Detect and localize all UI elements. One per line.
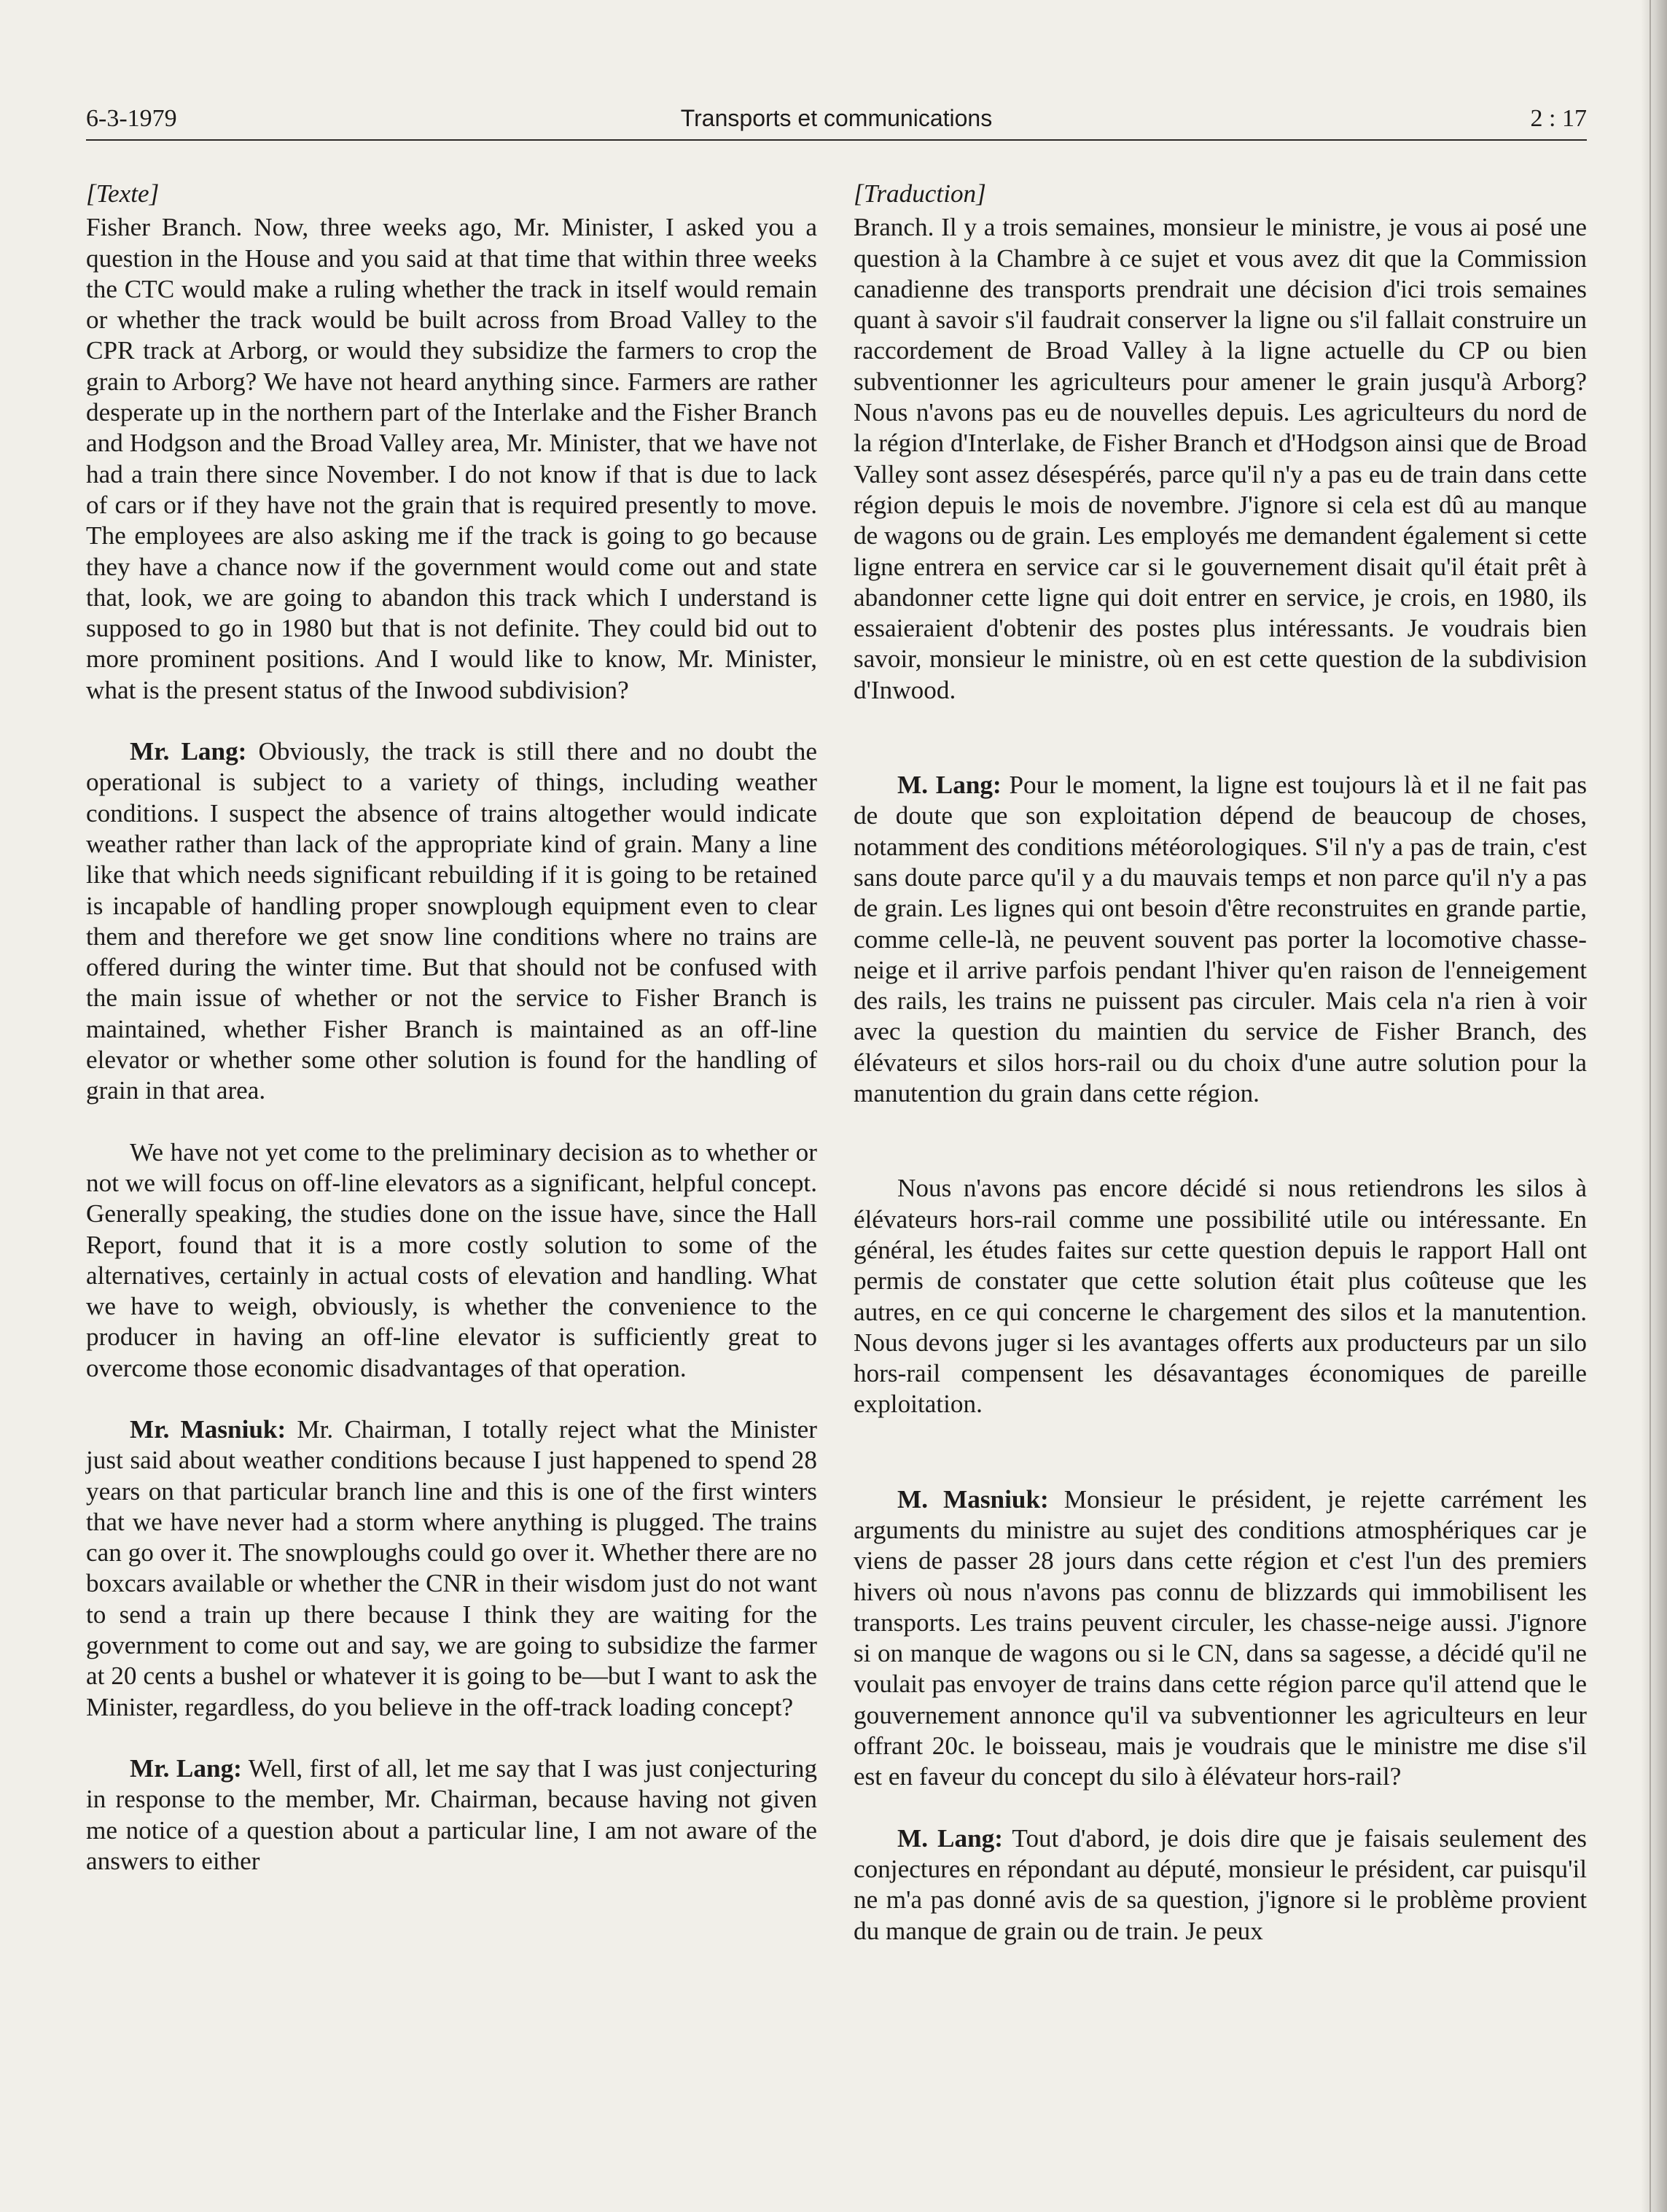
paragraph-text: Fisher Branch. Now, three weeks ago, Mr. Minister, I asked you a question in the House and you said at that time that within three weeks the CTC would make a ruling whether the track in itself would remain or whether the track would be built across from Broad Valley to the CPR track at Arborg, or would they subsidize the farmers to crop the grain to Arborg? We have not heard anything since. Farmers are rather desperate up in the northern part of the Interlake and the Fisher Branch and Hodgson and the Broad Valley area, Mr. Minister, that we have not had a train there since November. I do not know if that is due to lack of cars or if they have not the grain that is required presently to move. The employees are also asking me if the track is going to go because they have a chance now if the government would come out and state that, look, we are going to abandon this track which I understand is supposed to go in 1980 but that is not definite. They could bid out to more prominent positions. And I would like to know, Mr. Minister, what is the present status of the Inwood subdivision? [86,213,817,704]
paragraph-text: Branch. Il y a trois semaines, monsieur le ministre, je vous ai posé une question à la Chambre à ce sujet et vous avez dit que la Commission canadienne des transports prendrait une décision d'ici trois semaines quant à savoir s'il faudrait conserver la ligne ou s'il fallait construire un raccordement de Broad Valley à la ligne actuelle du CP ou bien subventionner les agriculteurs pour amener le grain jusqu'à Arborg? Nous n'avons pas eu de nouvelles depuis. Les agriculteurs du nord de la région d'Interlake, de Fisher Branch et d'Hodgson ainsi que de Broad Valley sont assez désespérés, parce qu'il n'y a pas eu de train dans cette région depuis le mois de novembre. J'ignore si cela est dû au manque de wagons ou de grain. Les employés me demandent également si cette ligne entrera en service car si le gouvernement disait qu'il était prêt à abandonner cette ligne qui doit entrer en service, je crois, en 1980, ils essaieraient d'obtenir des postes plus intéressants. Je voudrais bien savoir, monsieur le ministre, où en est cette question de la subdivision d'Inwood. [854,213,1587,704]
paragraph-text: Obviously, the track is still there and no doubt the operational is subject to a variety of things, including weather conditions. I suspect the absence of trains altogether would indicate weather rather than lack of the appropriate kind of grain. Many a line like that which needs significant rebuilding if it is going to be retained is incapable of handling proper snowplough equipment even to clear them and therefore we get snow line conditions where no trains are offered during the winter time. But that should not be confused with the main issue of whether or not the service to Fisher Branch is maintained, whether Fisher Branch is maintained as an off-line elevator or whether some other solution is found for the handling of grain in that area. [86,737,817,1105]
paragraph [854,1823,1587,1947]
paragraph [854,1173,1587,1420]
paragraph [86,1137,817,1384]
speaker-name: M. Masniuk: [897,1484,1049,1514]
paragraph [86,1753,817,1877]
page-edge-line [1650,0,1651,2212]
page-edge-shadow [1641,0,1667,2212]
paragraph [86,1414,817,1723]
speaker-name: Mr. Lang: [130,737,247,766]
paragraph-text: We have not yet come to the preliminary decision as to whether or not we will focus on off-line elevators as a significant, helpful concept. Generally speaking, the studies done on the issue have, since the Hall Report, found that it is a more costly solution to some of the alternatives, certainly in actual costs of elevation and handling. What we have to weigh, obviously, is whether the convenience to the producer in having an off-line elevator is sufficiently great to overcome those economic disadvantages of that operation. [86,1137,817,1382]
column-label: [Texte] [86,179,160,208]
column-label: [Traduction] [854,179,986,208]
running-header [86,101,1587,139]
french-column [854,179,1587,1947]
header-date: 6-3-1979 [86,105,177,132]
speaker-name: Mr. Masniuk: [130,1414,286,1444]
paragraph-text: Mr. Chairman, I totally reject what the Minister just said about weather conditions because I just happened to spend 28 years on that particular branch line and this is one of the first winters that we have never had a storm where anything is plugged. The trains can go over it. The snowploughs could go over it. Whether there are no boxcars available or whether the CNR in their wisdom just do not want to send a train up there because I think they are waiting for the government to come out and say, we are going to subsidize the farmer at 20 cents a bushel or whatever it is going to be—but I want to ask the Minister, regardless, do you believe in the off-track loading concept? [86,1414,817,1721]
paragraph-text: Pour le moment, la ligne est toujours là et il ne fait pas de doute que son exploitation dépend de beaucoup de choses, notamment des conditions météorologiques. S'il n'y a pas de train, c'est sans doute parce qu'il y a du mauvais temps et non parce qu'il n'y a pas de grain. Les lignes qui ont besoin d'être reconstruites en grande partie, comme celle-là, ne peuvent souvent pas porter la locomotive chasse-neige et il arrive parfois pendant l'hiver qu'en raison de l'enneigement des rails, les trains ne puissent pas circuler. Mais cela n'a rien à voir avec la question du maintien du service de Fisher Branch, des élévateurs et silos hors-rail ou du choix d'une autre solution pour la manutention du grain dans cette région. [854,771,1588,1108]
paragraph [86,212,817,706]
header-title: Transports et communications [680,105,993,131]
paragraph [854,1484,1587,1793]
paragraph-text: Well, first of all, let me say that I was just conjecturing in response to the member, Mr. Chairman, because having not given me notice of a question about a particular line, I am not aware of the answers to either [86,1753,818,1875]
english-column [86,179,817,1877]
paragraph [86,736,817,1107]
header-rule [86,139,1587,141]
paragraph-text: Tout d'abord, je dois dire que je faisais seulement des conjectures en répondant au député, monsieur le président, car puisqu'il ne m'a pas donné avis de sa question, j'ignore si le problème provient du manque de grain ou de train. Je peux [854,1823,1587,1945]
header-page-number: 2 : 17 [1530,105,1587,132]
speaker-name: Mr. Lang: [130,1753,242,1783]
paragraph-text: Nous n'avons pas encore décidé si nous retiendrons les silos à élévateurs hors-rail comme une possibilité utile ou intéressante. En général, les études faites sur cette question depuis le rapport Hall ont permis de constater que cette solution était plus coûteuse que les autres, en ce qui concerne le chargement des silos et la manutention. Nous devons juger si les avantages offerts aux producteurs par un silo hors-rail compensent les désavantages économiques de pareille exploitation. [854,1174,1587,1419]
paragraph-text: Monsieur le président, je rejette carrément les arguments du ministre au sujet des conditions atmosphériques car je viens de passer 28 jours dans cette région et c'est l'un des premiers hivers où nous n'avons pas connu de blizzards qui immobilisent les transports. Les trains peuvent circuler, les chasse-neige aussi. J'ignore si on manque de wagons ou si le CN, dans sa sagesse, a décidé qu'il ne voulait pas envoyer de trains dans cette région parce qu'il attend que le gouvernement annonce qu'il va subventionner les agriculteurs en leur offrant 20c. le boisseau, mais je voudrais que le ministre me dise s'il est en faveur du concept du silo à élévateur hors-rail? [854,1484,1588,1791]
paragraph [854,212,1587,706]
speaker-name: M. Lang: [897,771,1002,800]
speaker-name: M. Lang: [897,1823,1003,1853]
paragraph [854,770,1587,1109]
